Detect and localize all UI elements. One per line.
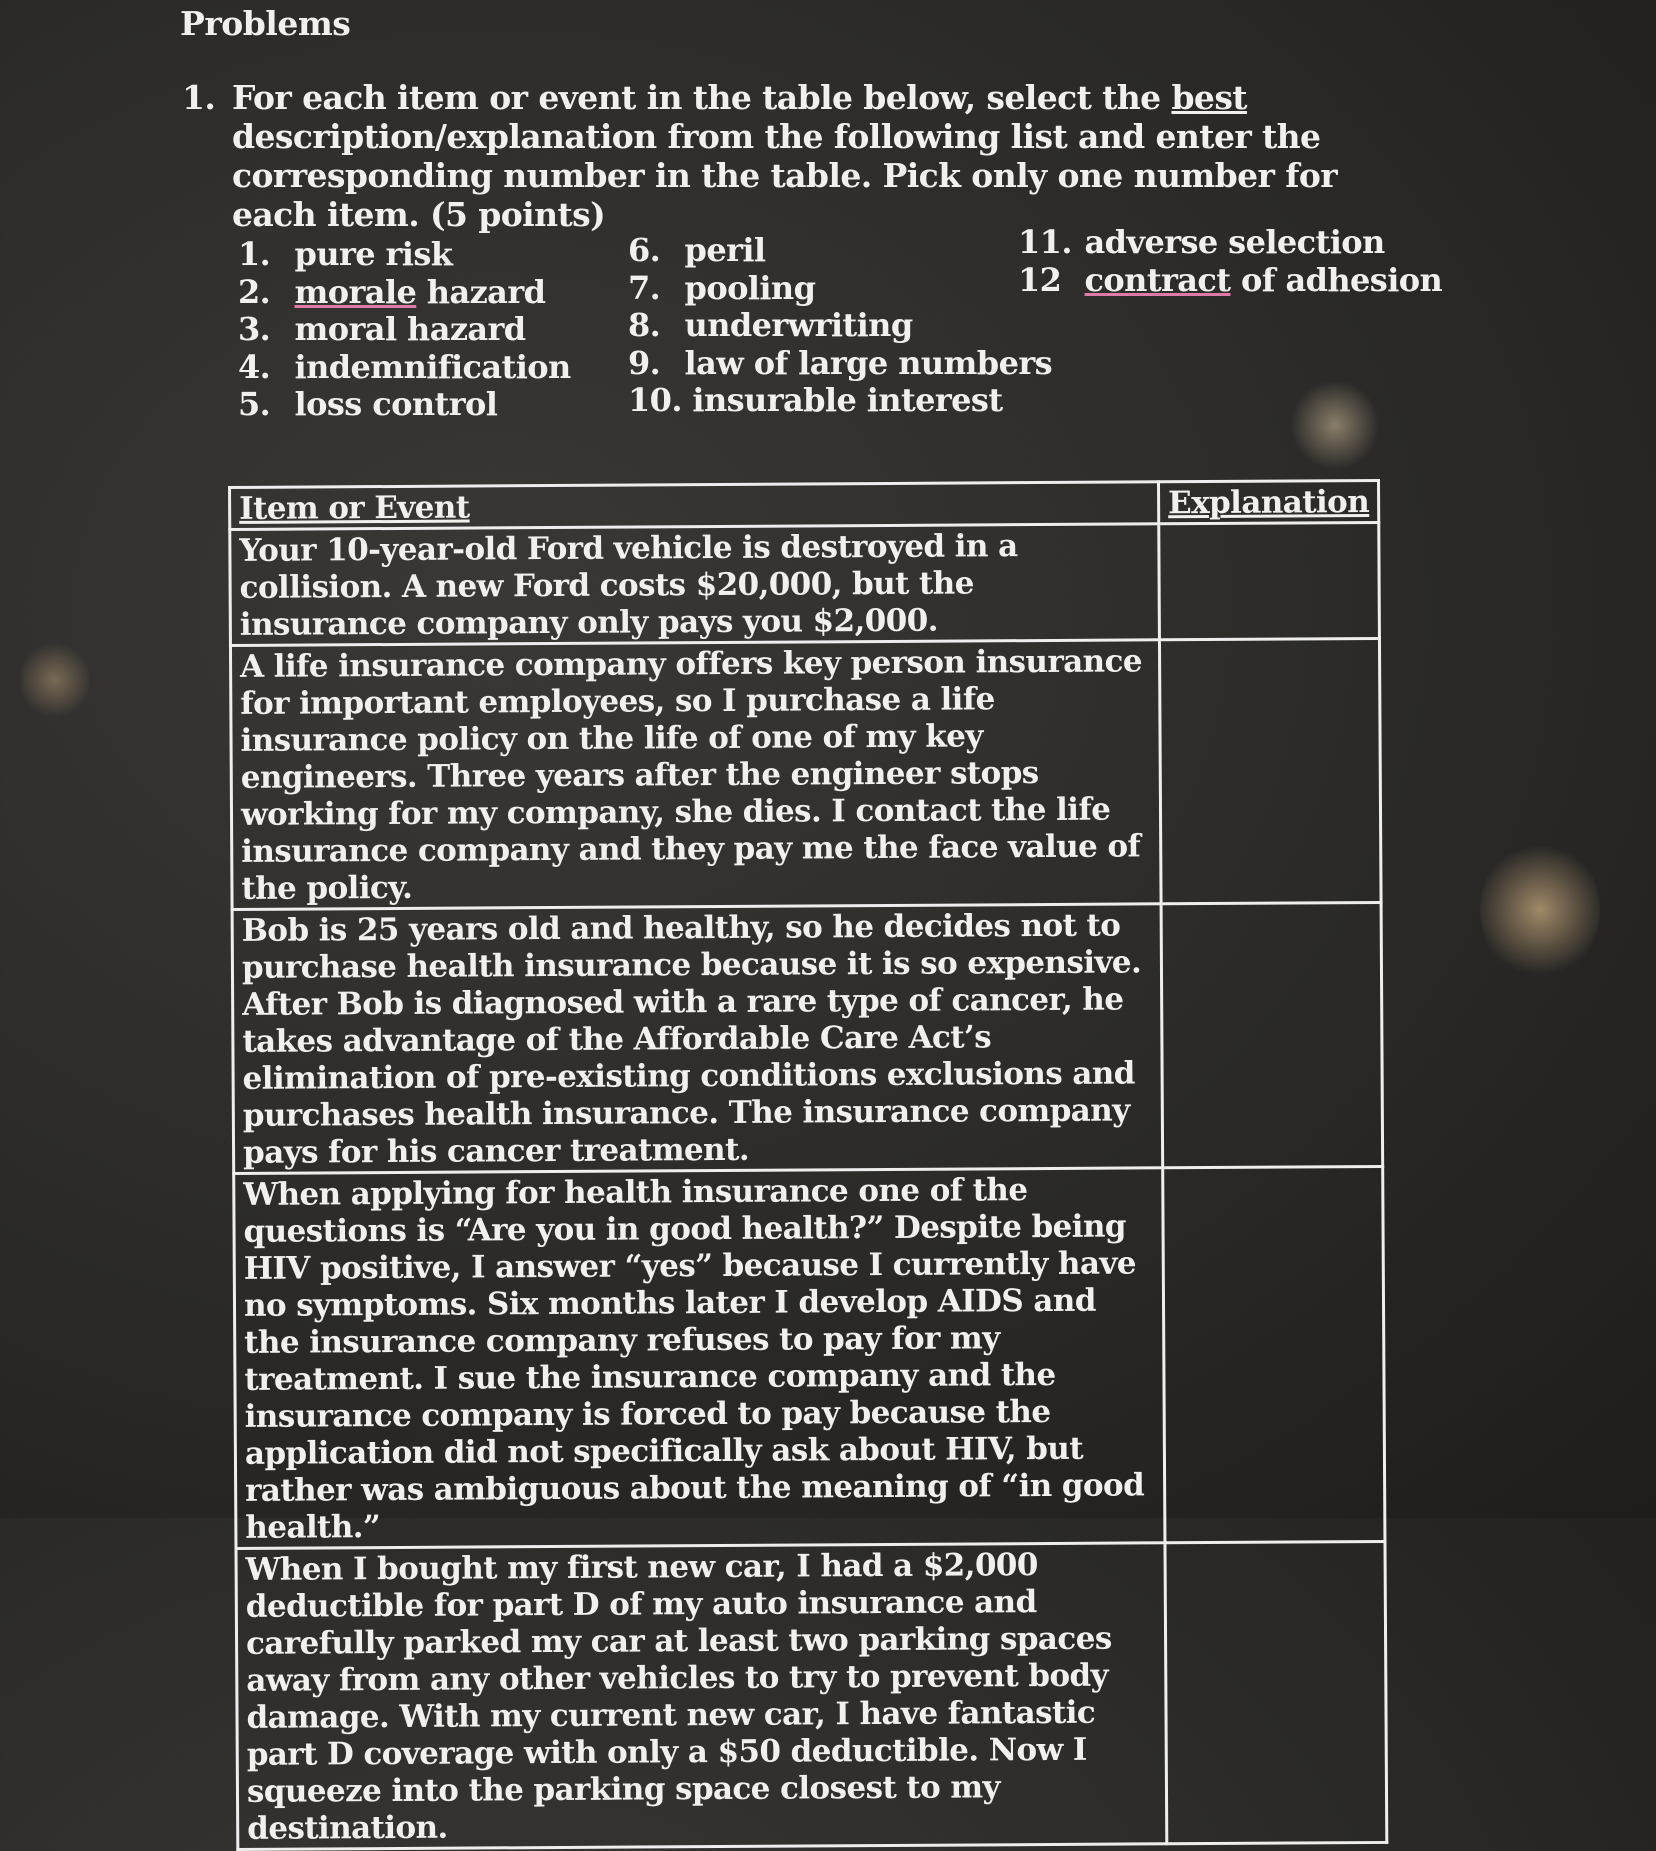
option-number: 4. [238, 347, 271, 386]
option-item [1018, 224, 1442, 262]
header-explanation: Explanation [1158, 480, 1378, 523]
option-number: 3. [238, 310, 271, 348]
answer-table [228, 479, 1388, 1851]
options-column-3 [1018, 224, 1442, 299]
option-number: 6. [628, 231, 661, 269]
option-item [628, 307, 1052, 345]
spellcheck-underlined-word: morale [294, 272, 417, 311]
options-column-2 [628, 232, 1052, 420]
explanation-cell[interactable] [1161, 902, 1383, 1167]
option-number: 10. [628, 381, 682, 419]
question-number: 1. [182, 78, 216, 117]
option-number: 1. [238, 235, 271, 273]
page-heading: Problems [180, 4, 351, 43]
explanation-cell[interactable] [1159, 638, 1381, 903]
option-number: 12 [1018, 260, 1062, 299]
table-row [232, 902, 1383, 1173]
reflection-glare [1290, 380, 1380, 470]
question-text [232, 78, 1422, 234]
item-cell: Your 10-year-old Ford vehicle is destroyed in a collision. A new Ford costs $20,000, but the insurance company only pays you $2,000. [230, 524, 1160, 646]
item-cell: When I bought my first new car, I had a $2,000 deductible for part D of my auto insurance and carefully parked my car at least two parking spaces away from any other vehicles to try to prevent body damage. With my current new car, I have fantastic part D coverage with only a $50 deductible. Now I squeeze into the parking space closest to my destination. [236, 1543, 1167, 1850]
option-item [238, 274, 571, 312]
option-item [238, 386, 571, 424]
explanation-cell[interactable] [1165, 1541, 1387, 1843]
item-cell: A life insurance company offers key person insurance for important employees, so I purchase a life insurance policy on the life of one of my key engineers. Three years after the engineer stops working for my company, she dies. I contact the life insurance company and they pay me the face value of the policy. [230, 640, 1161, 910]
option-item [238, 311, 571, 349]
item-cell: When applying for health insurance one of the questions is “Are you in good health?” Despite being HIV positive, I answer “yes” because I currently have no symptoms. Six months later I develop AIDS and the insurance company refuses to pay for my treatment. I sue the insurance company and the insurance company is forced to pay because the application did not specifically ask about HIV, but rather was ambiguous about the meaning of “in good health.” [234, 1168, 1165, 1549]
header-item-or-event: Item or Event [230, 482, 1159, 530]
question-text-part: For each item or event in the table below, select the [232, 78, 1172, 117]
option-label: pure risk [294, 235, 453, 273]
option-number: 5. [238, 385, 271, 423]
option-item [628, 345, 1052, 383]
explanation-cell[interactable] [1159, 522, 1380, 639]
option-number: 7. [628, 268, 661, 307]
item-cell: Bob is 25 years old and healthy, so he decides not to purchase health insurance because it is so expensive. After Bob is diagnosed with a rare type of cancer, he takes advantage of the Affordable Care Act’s elimination of pre-existing conditions exclusions and purchases health insurance. The insurance company pays for his cancer treatment. [232, 904, 1163, 1174]
table-header-row [230, 480, 1379, 529]
reflection-glare [20, 640, 90, 720]
explanation-cell[interactable] [1163, 1166, 1385, 1542]
option-item [238, 236, 571, 274]
option-label: indemnification [294, 347, 571, 386]
option-item [1018, 262, 1442, 300]
table-row [236, 1541, 1387, 1849]
table-row [230, 522, 1380, 645]
option-number: 11. [1018, 223, 1072, 261]
question-emphasis: best [1171, 78, 1247, 117]
option-number: 8. [628, 306, 661, 344]
table-row [230, 638, 1381, 909]
options-column-1 [238, 236, 571, 424]
option-label: law of large numbers [684, 343, 1053, 382]
question-1 [182, 78, 1422, 234]
option-item [628, 232, 1052, 270]
question-text-part: description/explanation from the following list and enter the corresponding number in the table. Pick only one number for each item. (5 points) [232, 117, 1338, 234]
reflection-glare [1480, 840, 1600, 980]
option-label: pooling [684, 268, 816, 307]
spellcheck-underlined-word: contract [1084, 260, 1231, 299]
option-item [238, 349, 571, 387]
option-number: 2. [238, 272, 271, 311]
option-label: underwriting [684, 306, 913, 344]
option-item [628, 270, 1052, 308]
option-label: insurable interest [692, 381, 1003, 419]
option-label: loss control [294, 385, 498, 423]
option-item [628, 382, 1052, 420]
option-label: of adhesion [1230, 260, 1443, 299]
option-number: 9. [628, 343, 661, 382]
option-label: adverse selection [1084, 223, 1385, 261]
table-row [234, 1166, 1385, 1548]
option-label: peril [684, 231, 766, 269]
option-label: hazard [416, 272, 546, 311]
option-label: moral hazard [294, 310, 526, 348]
